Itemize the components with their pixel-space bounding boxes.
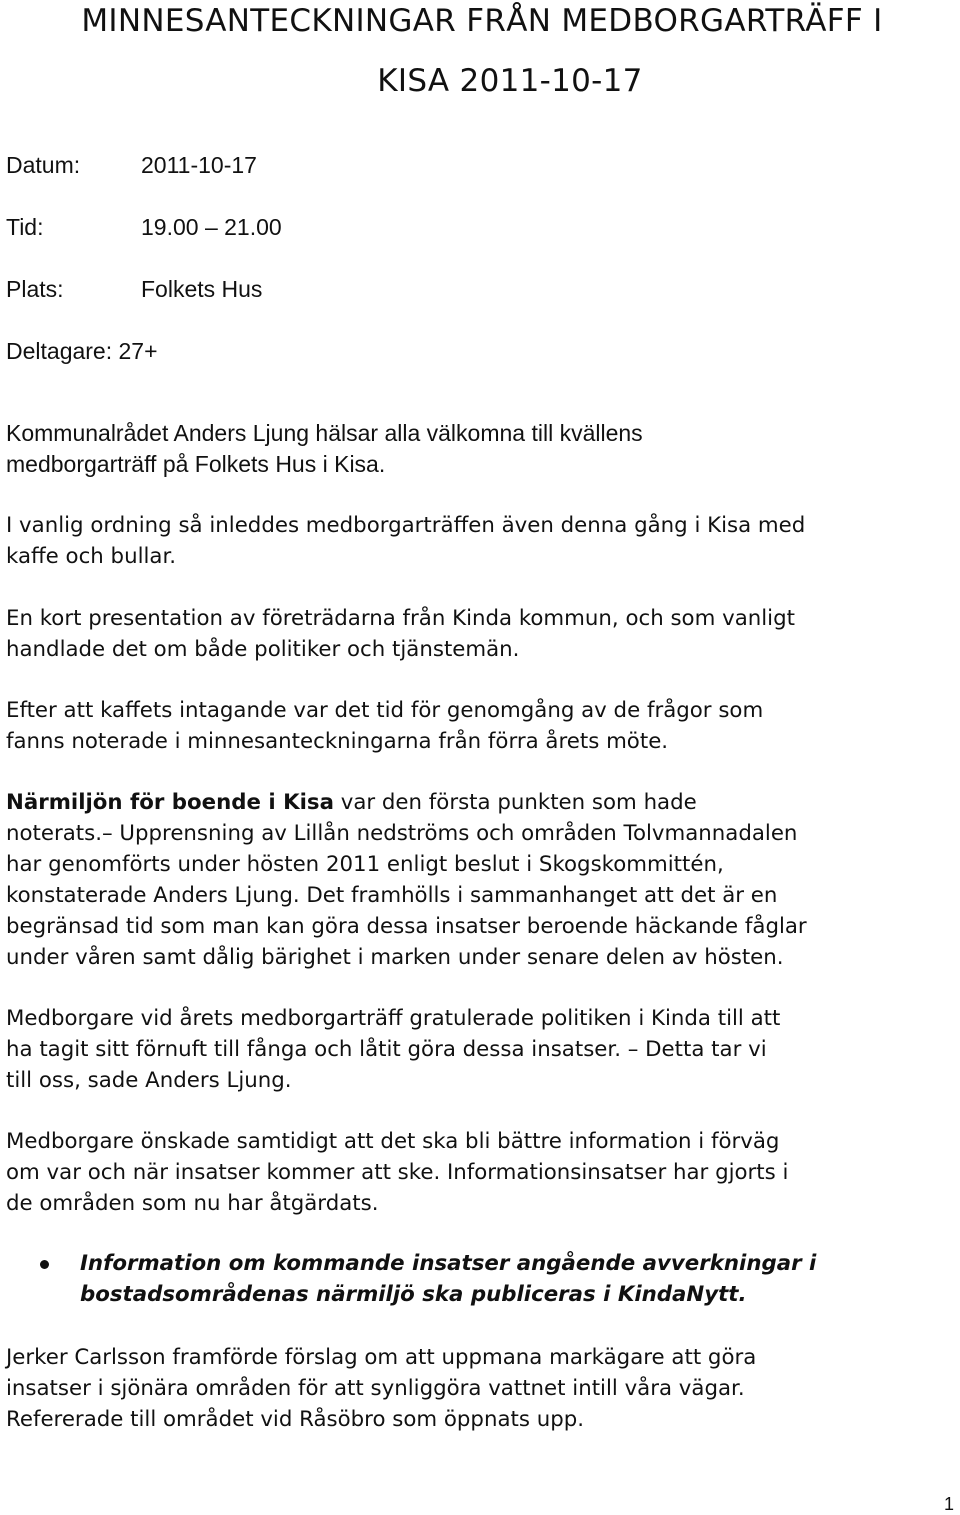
place-label: Plats: [6,276,64,302]
date-label: Datum: [6,152,81,178]
document-title-line-1: MINNESANTECKNINGAR FRÅN MEDBORGARTRÄFF I [81,3,883,39]
topic-heading: Närmiljön för boende i Kisa [6,790,334,815]
document-title-line-2: KISA 2011-10-17 [377,63,643,99]
paragraph-line: I vanlig ordning så inleddes medborgarträffen även denna gång i Kisa med [6,513,806,538]
meta-date [6,152,257,179]
place-value: Folkets Hus [141,276,263,302]
paragraph-line: ha tagit sitt förnuft till fånga och låtit göra dessa insatser. – Detta tar vi [6,1037,767,1062]
paragraph-line: Jerker Carlsson framförde förslag om att uppmana markägare att göra [6,1345,757,1370]
paragraph-line: begränsad tid som man kan göra dessa insatser beroende häckande fåglar [6,914,807,939]
bullet-icon [40,1260,49,1269]
paragraph-line: Refererade till området vid Råsöbro som öppnats upp. [6,1407,585,1432]
date-value: 2011-10-17 [141,152,257,178]
paragraph-information [6,1126,960,1219]
paragraph-environment [6,787,960,973]
meta-participants: Deltagare: 27+ [6,338,158,364]
paragraph-line: Kommunalrådet Anders Ljung hälsar alla välkomna till kvällens [6,420,643,446]
meta-place [6,276,262,303]
paragraph-line: Efter att kaffets intagande var det tid för genomgång av de frågor som [6,698,764,723]
paragraph-line [6,787,960,818]
paragraph-congratulations [6,1003,960,1096]
paragraph-review [6,695,960,757]
paragraph-line: medborgarträff på Folkets Hus i Kisa. [6,451,386,477]
action-item-list [0,1248,816,1310]
action-item-line: bostadsområdenas närmiljö ska publiceras i KindaNytt. [80,1282,747,1307]
action-item [0,1248,816,1310]
paragraph-presentation [6,603,960,665]
paragraph-line: konstaterade Anders Ljung. Det framhölls i sammanhanget att det är en [6,883,778,908]
time-label: Tid: [6,214,44,240]
meta-time [6,214,282,241]
paragraph-welcome [6,418,960,480]
time-value: 19.00 – 21.00 [141,214,282,240]
action-item-line: Information om kommande insatser angående avverkningar i [80,1251,817,1276]
paragraph-line: En kort presentation av företrädarna från Kinda kommun, och som vanligt [6,606,795,631]
paragraph-line: Medborgare vid årets medborgarträff gratulerade politiken i Kinda till att [6,1006,781,1031]
paragraph-line: har genomförts under hösten 2011 enligt beslut i Skogskommittén, [6,852,724,877]
paragraph-line: insatser i sjönära områden för att synliggöra vattnet intill våra vägar. [6,1376,745,1401]
paragraph-proposal [6,1342,960,1435]
page-number: 1 [943,1494,954,1514]
paragraph-line: de områden som nu har åtgärdats. [6,1191,379,1216]
paragraph-line: noterats.– Upprensning av Lillån nedströms och områden Tolvmannadalen [6,821,798,846]
topic-heading-rest: var den första punkten som hade [333,790,697,815]
paragraph-line: kaffe och bullar. [6,544,177,569]
paragraph-line: Medborgare önskade samtidigt att det ska bli bättre information i förväg [6,1129,780,1154]
paragraph-line: handlade det om både politiker och tjänstemän. [6,637,520,662]
paragraph-line: till oss, sade Anders Ljung. [6,1068,292,1093]
paragraph-coffee [6,510,960,572]
paragraph-line: fanns noterade i minnesanteckningarna från förra årets möte. [6,729,669,754]
paragraph-line: under våren samt dålig bärighet i marken under senare delen av hösten. [6,945,784,970]
paragraph-line: om var och när insatser kommer att ske. Informationsinsatser har gjorts i [6,1160,789,1185]
